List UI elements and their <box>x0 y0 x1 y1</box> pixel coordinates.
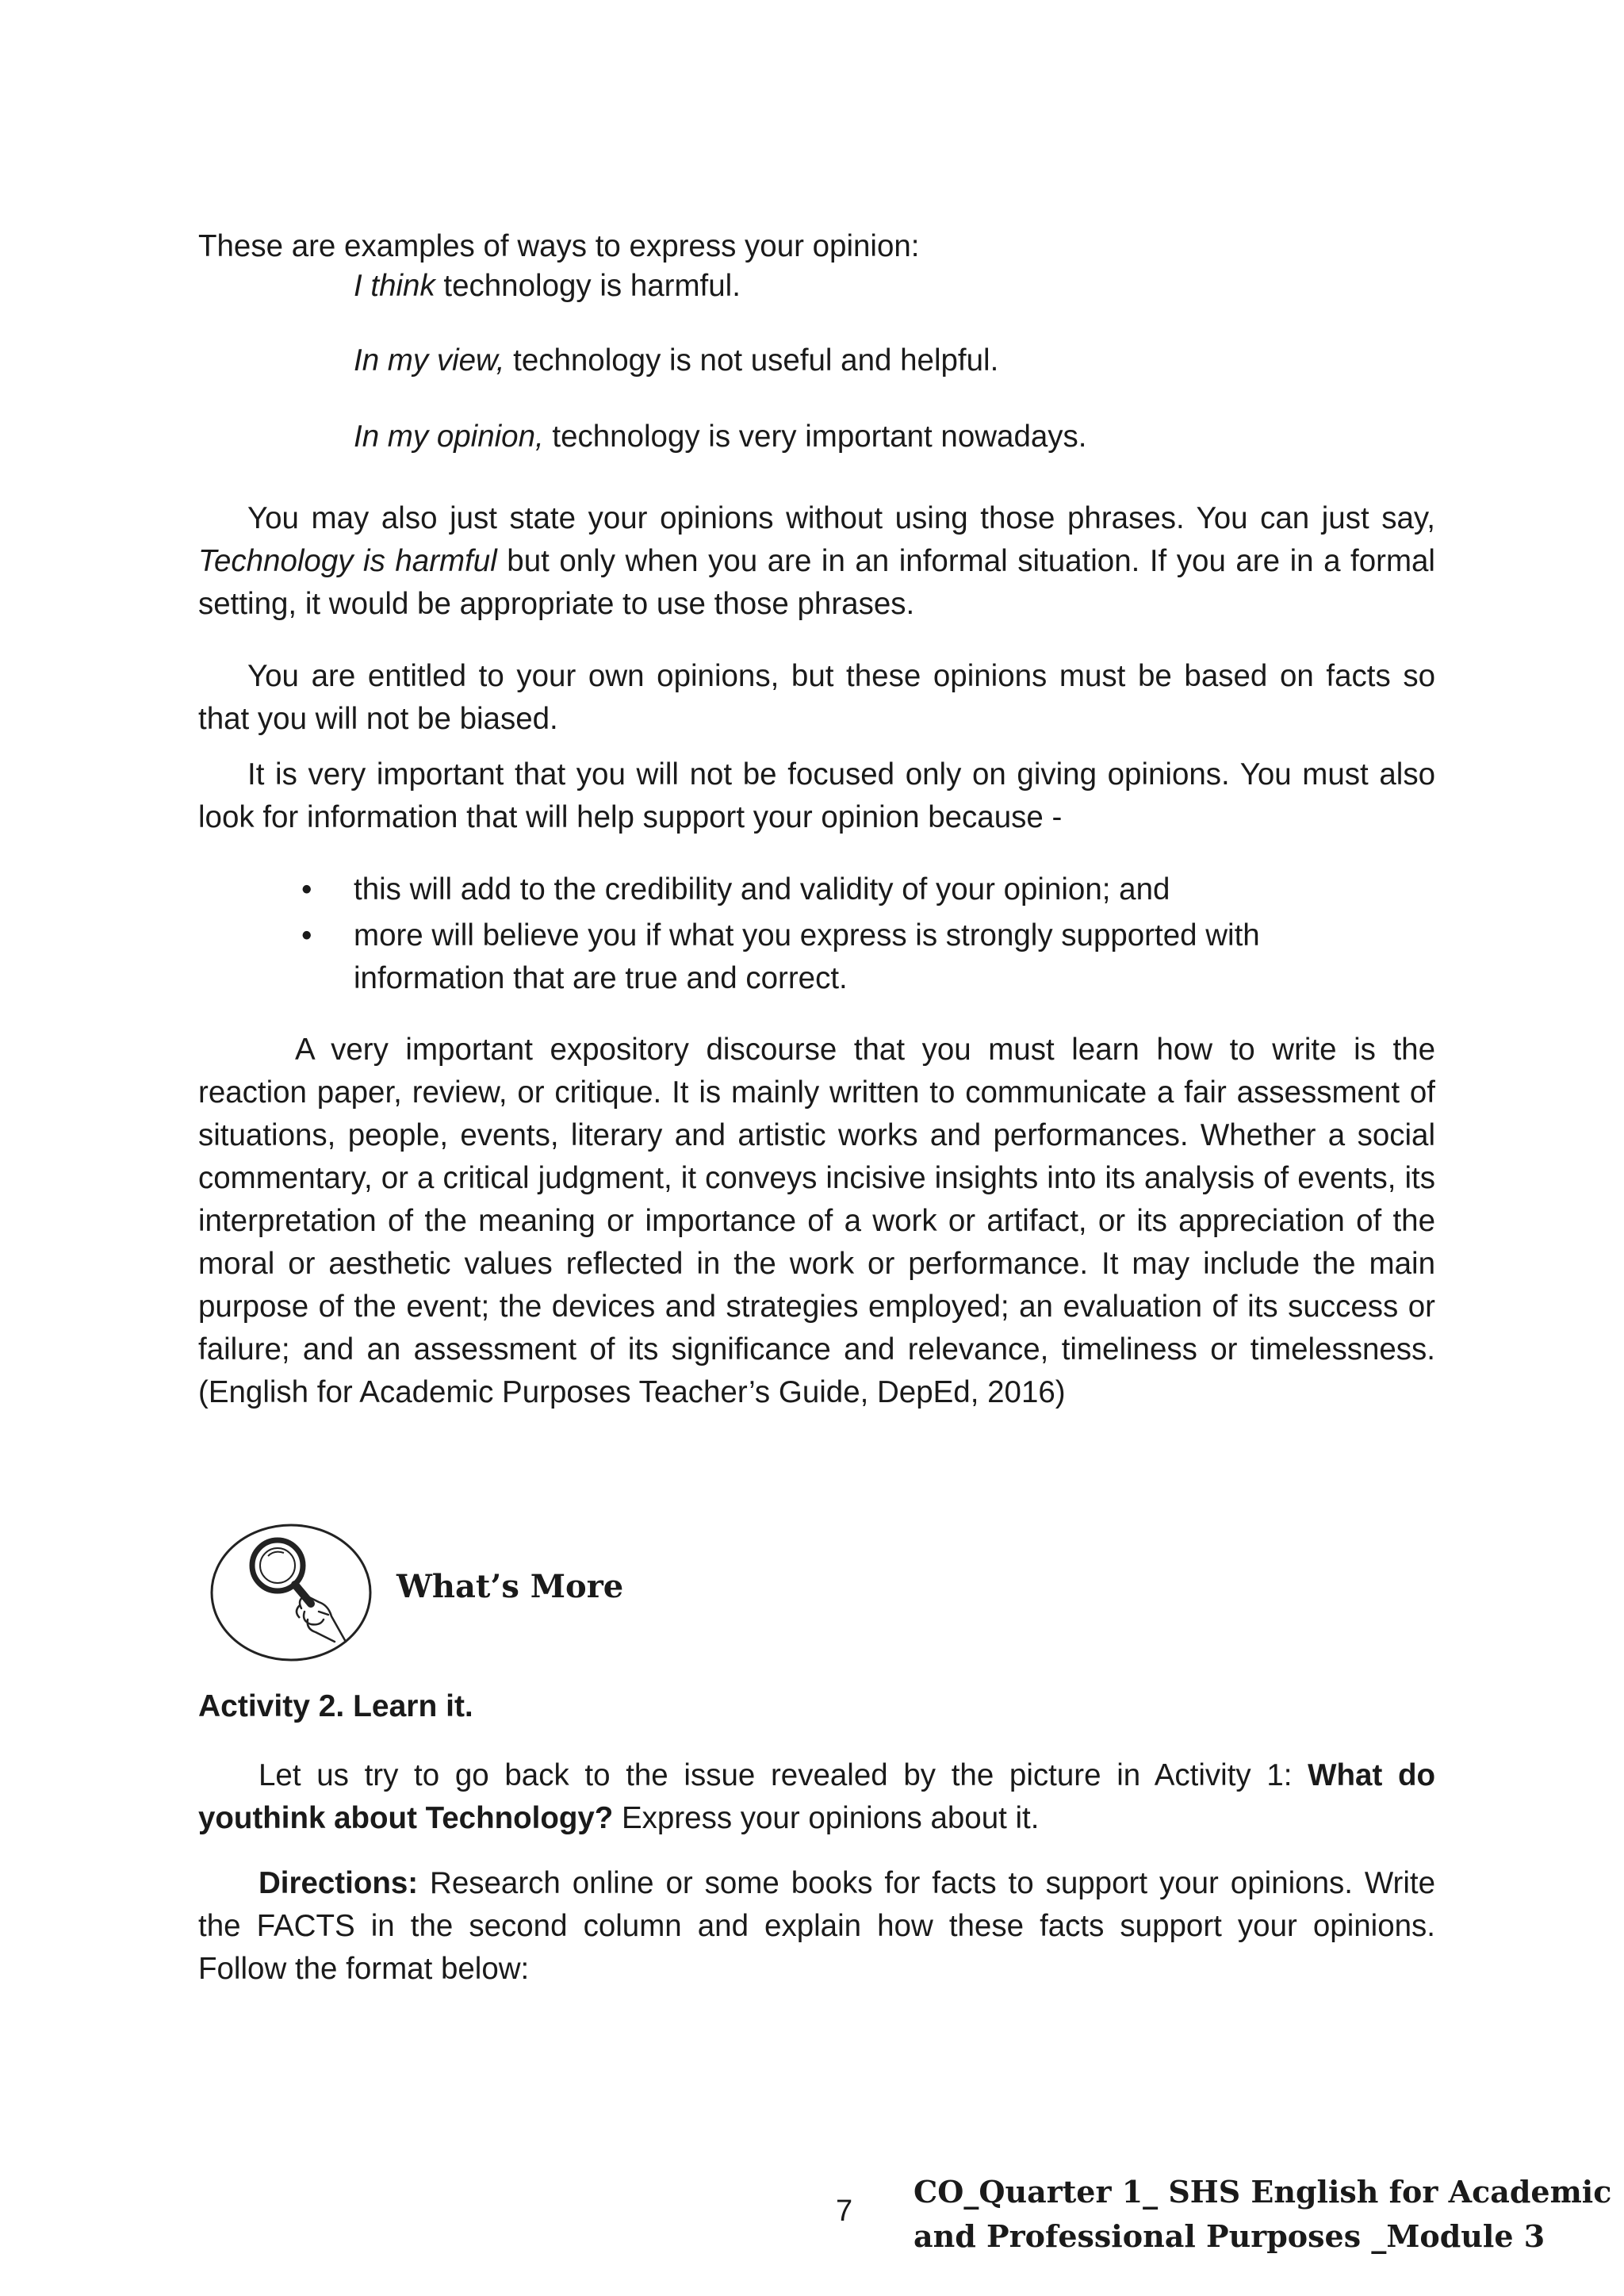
page-number: 7 <box>836 2194 853 2228</box>
section-title: What’s More <box>396 1568 624 1605</box>
bullet-marker: • <box>301 872 312 907</box>
example-2-rest: technology is not useful and helpful. <box>504 343 999 378</box>
paragraph-important <box>198 753 1435 839</box>
directions-text: Research online or some books for facts to support your opinions. Write the FACTS in the second column and explain how these facts support your opinions. Follow the format below: <box>198 1866 1435 1986</box>
activity-intro-part1: Let us try to go back to the issue revealed by the picture in Activity 1: <box>259 1758 1308 1792</box>
list-item <box>301 914 1348 1000</box>
example-3-lead: In my opinion, <box>354 420 544 454</box>
example-3 <box>354 416 1086 458</box>
paragraph-informal-part2: but only when you are in an informal situation. If you are in a formal setting, it would be appropriate to use those phrases. <box>198 544 1435 621</box>
example-1-rest: technology is harmful. <box>435 269 741 303</box>
paragraph-reaction-text: A very important expository discourse that you must learn how to write is the reaction paper, review, or critique. It is mainly written to communicate a fair assessment of situations, people, events, literary and artistic works and performances. Whether a social commentary, or a critical judgment, it conveys incisive insights into its analysis of events, its interpretation of the meaning or importance of a work or artifact, or its appreciation of the moral or aesthetic values reflected in the work or performance. It may include the main purpose of the event; the devices and strategies employed; an evaluation of its success or failure; and an assessment of its significance and relevance, timeliness or timelessness. (English for Academic Purposes Teacher’s Guide, DepEd, 2016) <box>198 1033 1435 1409</box>
list-item <box>301 868 1348 911</box>
footer <box>914 2170 1611 2259</box>
activity-title: Activity 2. Learn it. <box>198 1689 473 1723</box>
intro-text: These are examples of ways to express your opinion: <box>198 229 920 263</box>
example-1 <box>354 265 741 308</box>
activity-intro-part2: Express your opinions about it. <box>613 1801 1040 1835</box>
list-item-text: this will add to the credibility and validity of your opinion; and <box>354 872 1170 907</box>
example-1-lead: I think <box>354 269 435 303</box>
support-list <box>301 868 1348 1003</box>
example-2-lead: In my view, <box>354 343 505 378</box>
footer-line-1: CO_Quarter 1_ SHS English for Academic <box>914 2174 1612 2210</box>
example-3-rest: technology is very important nowadays. <box>543 420 1087 454</box>
paragraph-reaction <box>198 1029 1435 1414</box>
paragraph-informal-italic: Technology is harmful <box>198 544 497 578</box>
magnifying-glass-icon <box>209 1523 373 1662</box>
paragraph-entitled <box>198 655 1435 741</box>
footer-line-2: and Professional Purposes _Module 3 <box>914 2218 1545 2254</box>
example-2 <box>354 339 998 382</box>
bullet-marker: • <box>301 918 312 953</box>
directions <box>198 1862 1435 1991</box>
paragraph-informal-part1: You may also just state your opinions without using those phrases. You can just say, <box>247 501 1435 535</box>
list-item-text: more will believe you if what you express is strongly supported with information that are true and correct. <box>354 918 1260 995</box>
paragraph-informal <box>198 497 1435 626</box>
paragraph-entitled-text: You are entitled to your own opinions, but these opinions must be based on facts so that you will not be biased. <box>198 659 1435 736</box>
directions-label: Directions: <box>259 1866 419 1900</box>
paragraph-important-text: It is very important that you will not be focused only on giving opinions. You must also look for information that will help support your opinion because - <box>198 757 1435 834</box>
activity-intro <box>198 1754 1435 1840</box>
activity-intro-question: What do youthink about Technology? <box>198 1758 1435 1835</box>
